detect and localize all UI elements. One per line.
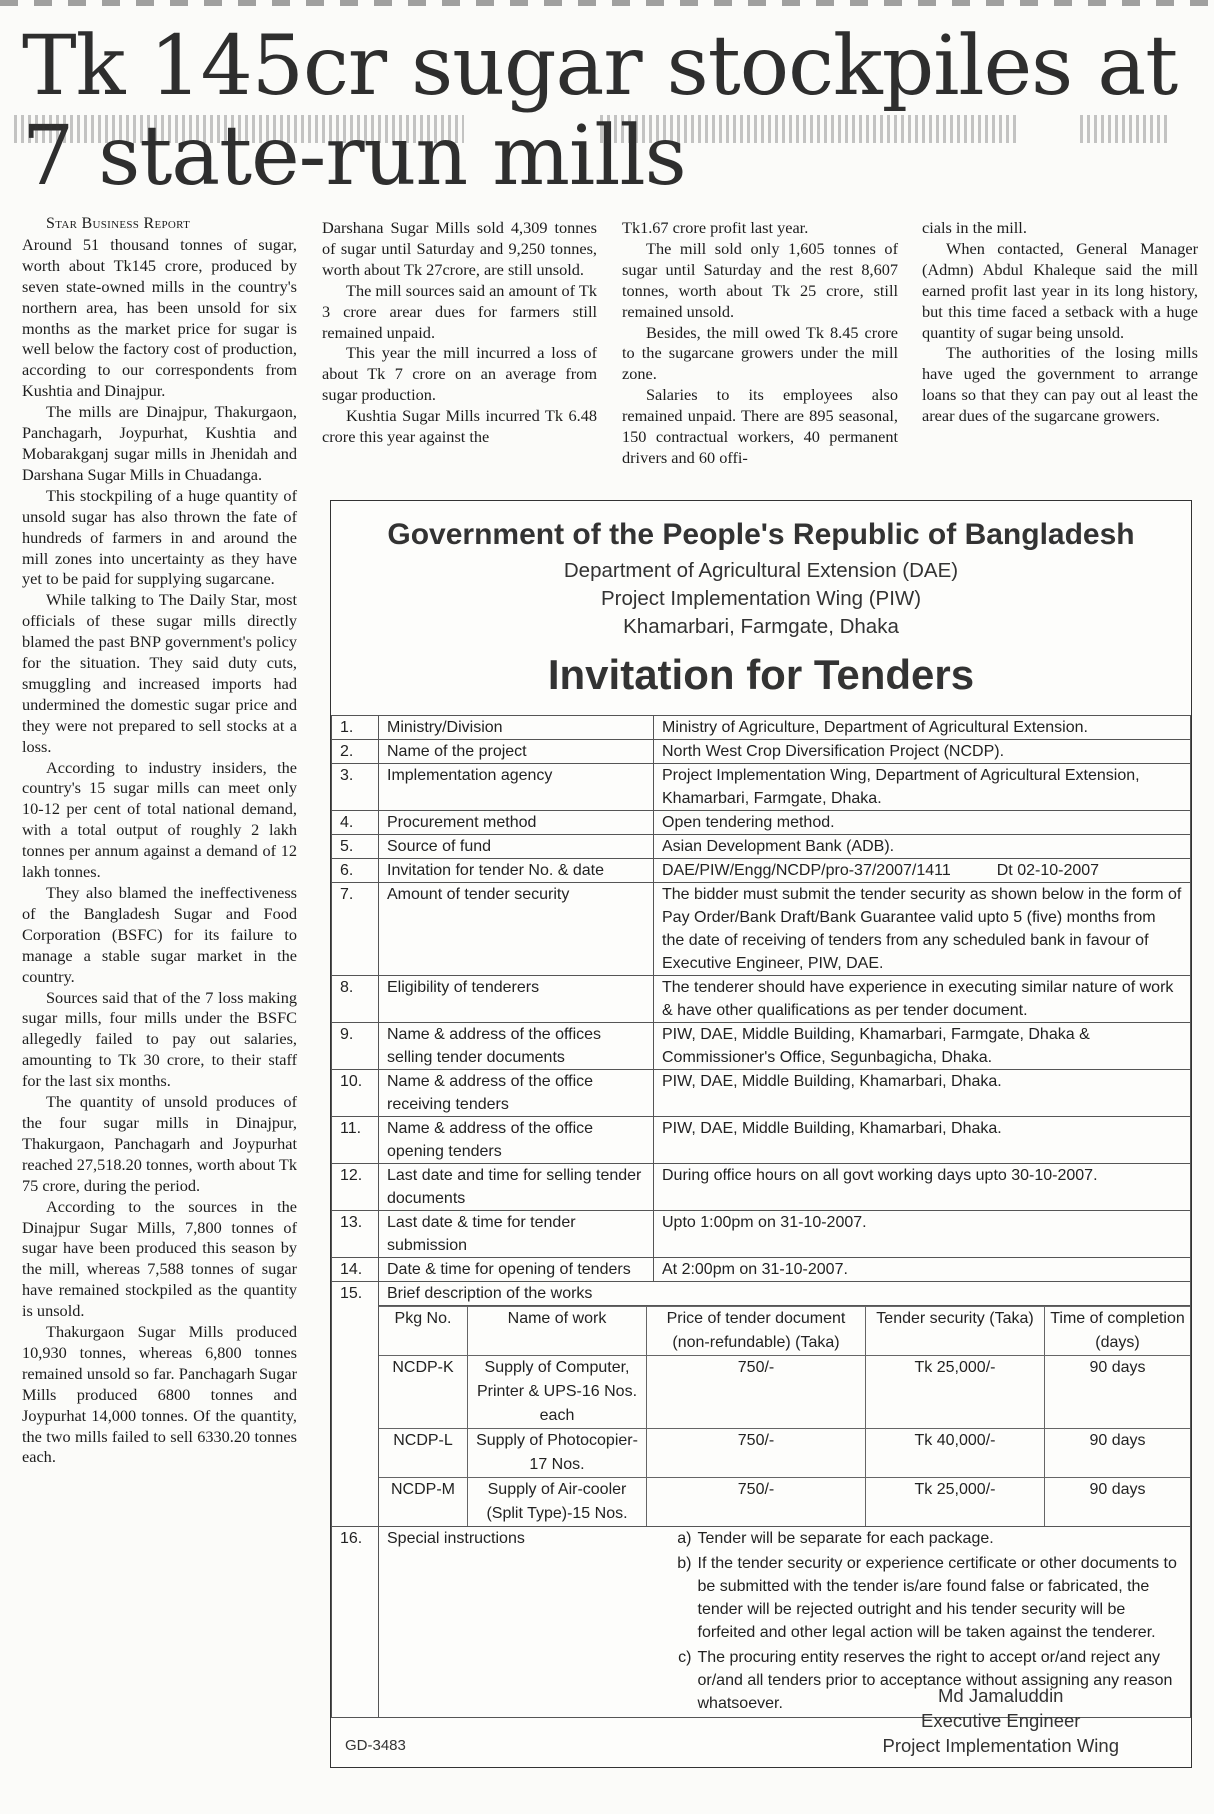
works-cell xyxy=(379,1306,1191,1527)
row-number: 8. xyxy=(332,976,379,1023)
ad-title: Invitation for Tenders xyxy=(547,651,975,698)
row-value: Asian Development Bank (ADB). xyxy=(654,835,1191,859)
row-number: 14. xyxy=(332,1258,379,1282)
row-value: The tenderer should have experience in executing similar nature of work & have other qualifications as per tender document. xyxy=(654,976,1191,1023)
byline: Star Business Report xyxy=(46,215,191,232)
row-label: Invitation for tender No. & date xyxy=(379,859,654,883)
row-number: 5. xyxy=(332,835,379,859)
row-label: Ministry/Division xyxy=(379,716,654,740)
row-label: Name & address of the offices selling tender documents xyxy=(379,1023,654,1070)
row-value: At 2:00pm on 31-10-2007. xyxy=(654,1258,1191,1282)
article-paragraph: When contacted, General Manager (Admn) Abdul Khaleque said the mill earned profit last year in its long history, but this time faced a setback with a huge quantity of sugar being unsold. xyxy=(922,238,1198,342)
article-paragraph: While talking to The Daily Star, most officials of these sugar mills directly blamed the past BNP government's policy for the situation. They said duty cuts, smuggling and increased imports had undermined the domestic sugar price and they were not prepared to sell stocks at a loss. xyxy=(22,590,297,756)
signature-block xyxy=(883,1683,1120,1758)
row-label: Amount of tender security xyxy=(379,883,654,976)
article-column-4 xyxy=(922,218,1198,427)
row-number: 16. xyxy=(332,1527,379,1718)
row-label: Procurement method xyxy=(379,811,654,835)
row-label: Brief description of the works xyxy=(379,1282,1191,1306)
works-table-row xyxy=(332,1306,1191,1527)
row-label: Last date and time for selling tender documents xyxy=(379,1164,654,1211)
article-paragraph: Besides, the mill owed Tk 8.45 crore to the sugarcane growers under the mill zone. xyxy=(622,322,898,384)
works-row xyxy=(379,1429,1190,1478)
row-number: 7. xyxy=(332,883,379,976)
row-value: During office hours on all govt working days upto 30-10-2007. xyxy=(654,1164,1191,1211)
row-label: Name of the project xyxy=(379,740,654,764)
article-paragraph: According to industry insiders, the country's 15 sugar mills can meet only 10-12 per cent of total national demand, with a total output of roughly 2 lakh tonnes per annum against a demand of 12 lakh tonnes. xyxy=(22,757,297,882)
article-paragraph: Around 51 thousand tonnes of sugar, worth about Tk145 crore, produced by seven state-owned mills in the country's northern area, has been unsold for six months as the market price for sugar is well below the factory cost of production, according to our correspondents from Kushtia and Dinajpur. xyxy=(22,234,297,401)
instruction-item xyxy=(662,1527,1183,1550)
bleed-through-text xyxy=(14,115,464,143)
signer-title: Executive Engineer xyxy=(921,1710,1081,1731)
row-number: 2. xyxy=(332,740,379,764)
row-number: 6. xyxy=(332,859,379,883)
works-time: 90 days xyxy=(1045,1478,1191,1527)
instruction-key: a) xyxy=(677,1530,692,1547)
row-value: Ministry of Agriculture, Department of Agricultural Extension. xyxy=(654,716,1191,740)
works-security: Tk 25,000/- xyxy=(866,1478,1045,1527)
works-header: Pkg No. xyxy=(379,1307,468,1356)
works-header: Price of tender document (non-refundable) (Taka) xyxy=(647,1307,866,1356)
tender-row xyxy=(332,716,1191,740)
works-name: Supply of Air-cooler (Split Type)-15 Nos. xyxy=(468,1478,647,1527)
ad-address: Khamarbari, Farmgate, Dhaka xyxy=(623,615,899,638)
works-pkg: NCDP-L xyxy=(379,1429,468,1478)
article-column-2 xyxy=(322,218,597,448)
tender-row xyxy=(332,883,1191,976)
works-pkg: NCDP-K xyxy=(379,1356,468,1429)
row-label: Date & time for opening of tenders xyxy=(379,1258,654,1282)
instruction-text: Tender will be separate for each package. xyxy=(697,1530,994,1547)
article-column-1 xyxy=(22,214,297,1468)
row-value-date: Dt 02-10-2007 xyxy=(996,862,1100,879)
row-number: 10. xyxy=(332,1070,379,1117)
works-price: 750/- xyxy=(647,1478,866,1527)
works-time: 90 days xyxy=(1045,1356,1191,1429)
row-value: Open tendering method. xyxy=(654,811,1191,835)
row-value-text: DAE/PIW/Engg/NCDP/pro-37/2007/1411 xyxy=(662,862,951,879)
article-paragraph: This stockpiling of a huge quantity of unsold sugar has also thrown the fate of hundreds of farmers in and around the mill zones into uncertainty as they have yet to be paid for supplying sugarcane. xyxy=(22,485,297,589)
tender-advertisement xyxy=(330,500,1192,1768)
row-value: Upto 1:00pm on 31-10-2007. xyxy=(654,1211,1191,1258)
works-pkg: NCDP-M xyxy=(379,1478,468,1527)
headline: Tk 145cr sugar stockpiles at 7 state-run mills xyxy=(22,19,1178,204)
article-paragraph: According to the sources in the Dinajpur Sugar Mills, 7,800 tonnes of sugar have been produced this season by the mill, whereas 7,588 tonnes of sugar have remained stockpiled as the quantity is unsold. xyxy=(22,1196,297,1321)
tender-row xyxy=(332,835,1191,859)
row-value: PIW, DAE, Middle Building, Khamarbari, Dhaka. xyxy=(654,1070,1191,1117)
article-paragraph: The mills are Dinajpur, Thakurgaon, Panchagarh, Joypurhat, Kushtia and Mobarakganj sugar mills in Jhenidah and Darshana Sugar Mills in Chuadanga. xyxy=(22,402,297,484)
row-number: 11. xyxy=(332,1117,379,1164)
works-security: Tk 40,000/- xyxy=(866,1429,1045,1478)
row-label: Special instructions xyxy=(379,1527,654,1718)
tender-row xyxy=(332,1211,1191,1258)
instruction-text: If the tender security or experience certificate or other documents to be submitted with the tender is/are found false or fabricated, the tender will be rejected outright and his tender security will be forfeited and other legal action will be taken against the tenderer. xyxy=(697,1555,1177,1641)
tender-row xyxy=(332,859,1191,883)
row-number: 3. xyxy=(332,764,379,811)
article-paragraph: The mill sources said an amount of Tk 3 crore arear dues for farmers still remained unpaid. xyxy=(322,280,597,342)
works-header-row xyxy=(379,1307,1190,1356)
works-header: Name of work xyxy=(468,1307,647,1356)
works-security: Tk 25,000/- xyxy=(866,1356,1045,1429)
works-name: Supply of Photocopier-17 Nos. xyxy=(468,1429,647,1478)
article-paragraph: The mill sold only 1,605 tonnes of sugar until Saturday and the rest 8,607 tonnes, worth about Tk 25 crore, still remained unsold. xyxy=(622,238,898,321)
tender-row xyxy=(332,976,1191,1023)
instruction-item xyxy=(662,1552,1183,1644)
top-rule xyxy=(0,0,1214,6)
article-paragraph: cials in the mill. xyxy=(922,218,1027,237)
tender-row xyxy=(332,1023,1191,1070)
tender-row xyxy=(332,764,1191,811)
row-value: Project Implementation Wing, Department of Agricultural Extension, Khamarbari, Farmgate, Dhaka. xyxy=(654,764,1191,811)
ad-department: Department of Agricultural Extension (DAE) xyxy=(563,559,959,582)
bleed-through-text xyxy=(1080,115,1170,143)
instruction-text: The procuring entity reserves the right to accept or/and reject any or/and all tenders prior to acceptance without assigning any reason whatsoever. xyxy=(697,1649,1173,1712)
tender-row xyxy=(332,740,1191,764)
article-paragraph: Salaries to its employees also remained unpaid. There are 895 seasonal, 150 contractual workers, 40 permanent drivers and 60 offi- xyxy=(622,385,898,467)
works-header: Time of completion (days) xyxy=(1045,1307,1191,1356)
row-label: Implementation agency xyxy=(379,764,654,811)
article-paragraph: Sources said that of the 7 loss making sugar mills, four mills under the BSFC allegedly failed to pay out salaries, amounting to Tk 30 crore, to their staff for the last six months. xyxy=(22,987,297,1091)
signer-name: Md Jamaluddin xyxy=(938,1685,1064,1706)
row-number: 4. xyxy=(332,811,379,835)
row-label: Name & address of the office opening tenders xyxy=(379,1117,654,1164)
works-row xyxy=(379,1356,1190,1429)
tender-row xyxy=(332,1164,1191,1211)
row-value: PIW, DAE, Middle Building, Khamarbari, Farmgate, Dhaka & Commissioner's Office, Segunbagicha, Dhaka. xyxy=(654,1023,1191,1070)
bleed-through-text xyxy=(600,115,1020,143)
row-label: Name & address of the office receiving tenders xyxy=(379,1070,654,1117)
works-header: Tender security (Taka) xyxy=(866,1307,1045,1356)
article-paragraph: Thakurgaon Sugar Mills produced 10,930 tonnes, whereas 6,800 tonnes remained unsold so far. Panchagarh Sugar Mills produced 6800 tonnes and Joypurhat 14,000 tonnes. Of the quantity, the two mills failed to sell 6330.20 tonnes each. xyxy=(22,1322,297,1467)
ad-wing: Project Implementation Wing (PIW) xyxy=(600,587,922,610)
tender-row xyxy=(332,1070,1191,1117)
works-price: 750/- xyxy=(647,1356,866,1429)
signer-unit: Project Implementation Wing xyxy=(882,1735,1119,1756)
works-row xyxy=(379,1478,1190,1527)
works-name: Supply of Computer, Printer & UPS-16 Nos. each xyxy=(468,1356,647,1429)
row-label: Source of fund xyxy=(379,835,654,859)
tender-row xyxy=(332,1258,1191,1282)
row-value: The bidder must submit the tender security as shown below in the form of Pay Order/Bank Draft/Bank Guarantee valid upto 5 (five) months from the date of receiving of tenders from any scheduled bank in favour of Executive Engineer, PIW, DAE. xyxy=(654,883,1191,976)
ad-code: GD-3483 xyxy=(345,1737,406,1754)
tender-table xyxy=(331,715,1191,1718)
works-time: 90 days xyxy=(1045,1429,1191,1478)
row-value: North West Crop Diversification Project (NCDP). xyxy=(654,740,1191,764)
article-column-3 xyxy=(622,218,898,469)
row-number: 12. xyxy=(332,1164,379,1211)
row-label: Last date & time for tender submission xyxy=(379,1211,654,1258)
row-label: Eligibility of tenderers xyxy=(379,976,654,1023)
row-number: 9. xyxy=(332,1023,379,1070)
instruction-key: b) xyxy=(677,1555,692,1572)
ad-government-heading: Government of the People's Republic of Bangladesh xyxy=(387,518,1135,551)
article-paragraph: Tk1.67 crore profit last year. xyxy=(622,218,809,237)
article-paragraph: They also blamed the ineffectiveness of the Bangladesh Sugar and Food Corporation (BSFC) for its failure to manage a stable sugar market in the country. xyxy=(22,883,297,986)
article-paragraph: This year the mill incurred a loss of about Tk 7 crore on an average from sugar production. xyxy=(322,343,597,405)
tender-row xyxy=(332,1117,1191,1164)
row-value xyxy=(654,859,1191,883)
article-paragraph: Darshana Sugar Mills sold 4,309 tonnes of sugar until Saturday and 9,250 tonnes, worth about Tk 27crore, are still unsold. xyxy=(322,218,597,279)
tender-row-works xyxy=(332,1282,1191,1306)
tender-row xyxy=(332,811,1191,835)
works-price: 750/- xyxy=(647,1429,866,1478)
article-paragraph: Kushtia Sugar Mills incurred Tk 6.48 crore this year against the xyxy=(322,406,597,447)
article-paragraph: The quantity of unsold produces of the four sugar mills in Dinajpur, Thakurgaon, Panchagarh and Joypurhat reached 27,518.20 tonnes, worth about Tk 75 crore, during the period. xyxy=(22,1092,297,1195)
row-number: 1. xyxy=(332,716,379,740)
row-value: PIW, DAE, Middle Building, Khamarbari, Dhaka. xyxy=(654,1117,1191,1164)
row-number: 13. xyxy=(332,1211,379,1258)
article-paragraph: The authorities of the losing mills have uged the government to arrange loans so that they can pay out al least the arear dues of the sugarcane growers. xyxy=(922,343,1198,426)
row-number: 15. xyxy=(332,1282,379,1527)
works-table xyxy=(379,1306,1190,1526)
instruction-key: c) xyxy=(678,1649,692,1666)
